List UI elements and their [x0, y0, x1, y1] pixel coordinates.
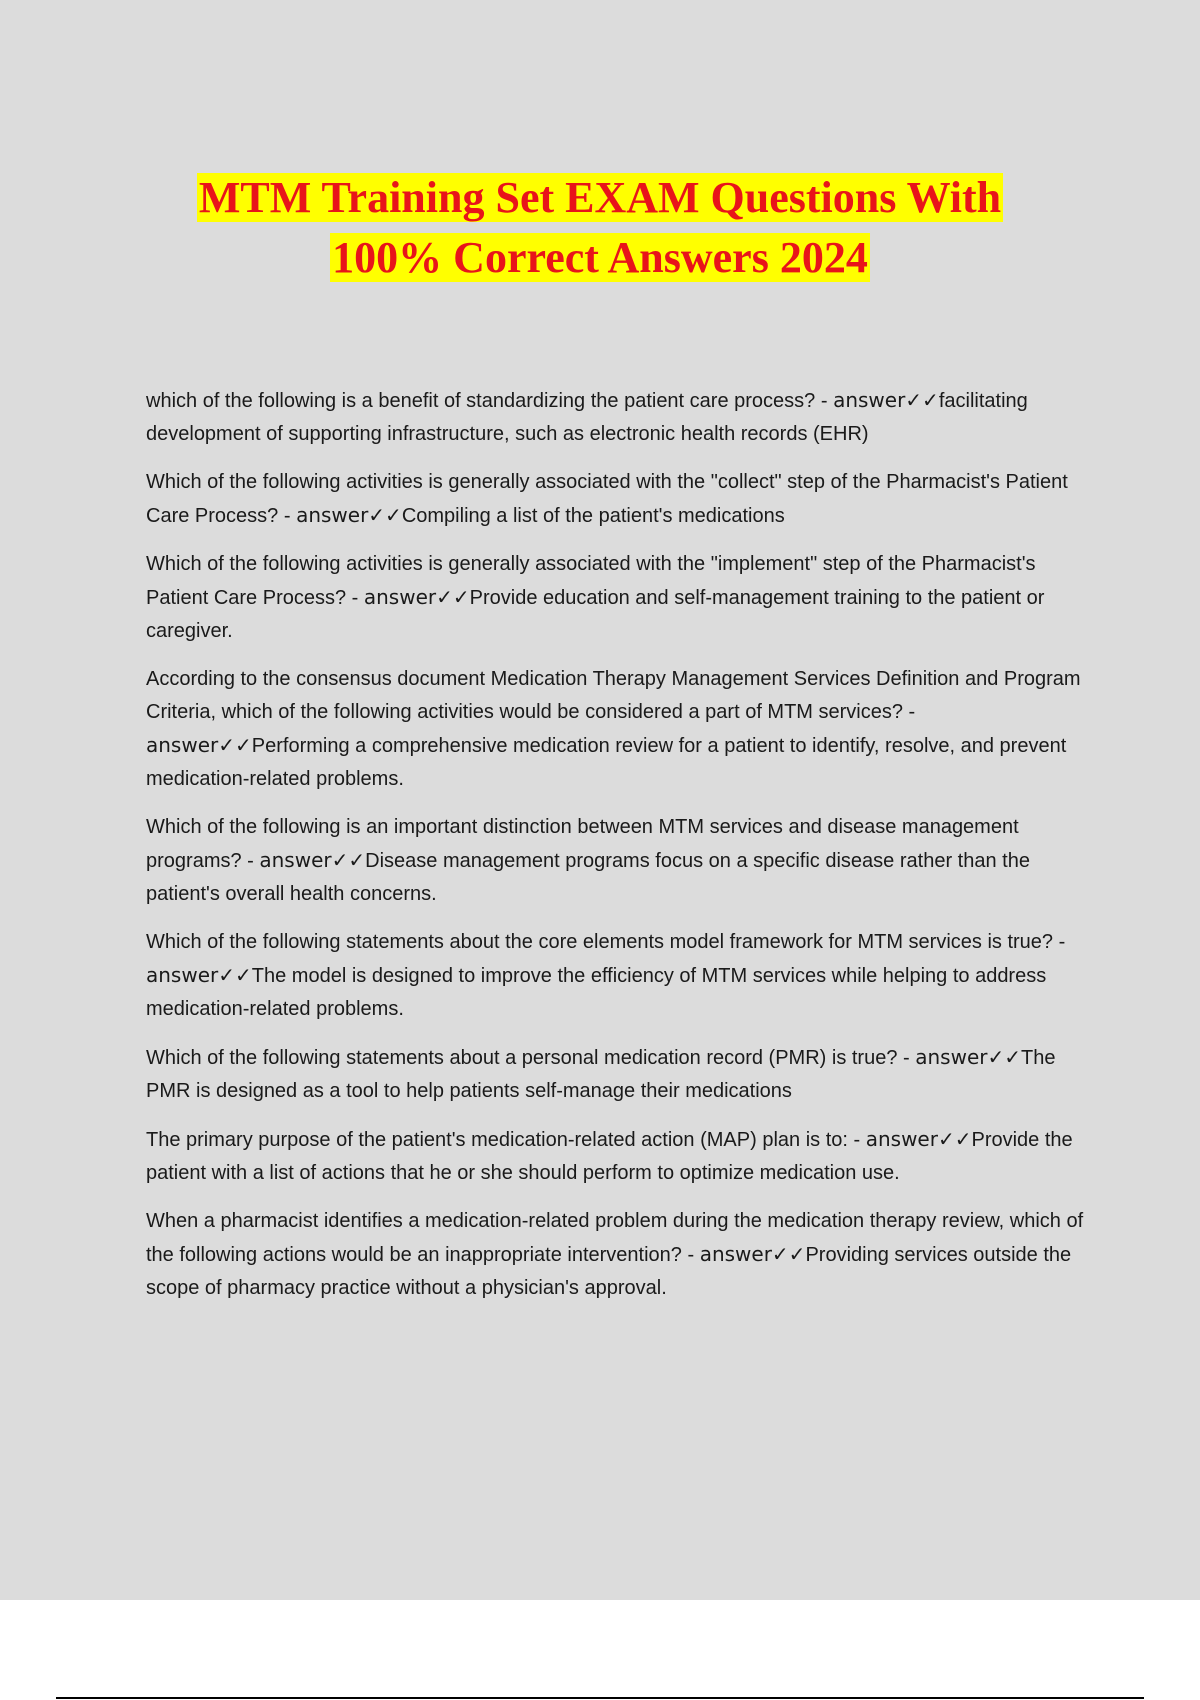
answer-text: Compiling a list of the patient's medications [401, 505, 785, 527]
qa-item [146, 1041, 1086, 1108]
footer-divider [56, 1697, 1144, 1699]
answer-marker: answer✓✓ [915, 1045, 1022, 1069]
answer-marker: answer✓✓ [146, 733, 252, 757]
answer-marker: answer✓✓ [865, 1127, 972, 1151]
answer-text: The model is designed to improve the efficiency of MTM services while helping to address medication-related problems. [146, 965, 1047, 1020]
answer-marker: answer✓✓ [146, 963, 252, 987]
question-text: Which of the following statements about the core elements model framework for MTM services is true? - [146, 931, 1066, 953]
title-line-1: MTM Training Set EXAM Questions With [198, 173, 1002, 222]
question-text: According to the consensus document Medication Therapy Management Services Definition and Program Criteria, which of the following activities would be considered a part of MTM services? - [146, 668, 1081, 723]
answer-marker: answer✓✓ [296, 503, 402, 527]
question-text: Which of the following activities is generally associated with the "collect" step of the Pharmacist's Patient Care Process? - [146, 471, 1068, 527]
qa-item [146, 663, 1086, 796]
answer-marker: answer✓✓ [259, 848, 366, 872]
qa-item [146, 1123, 1086, 1190]
answer-text: Disease management programs focus on a specific disease rather than the patient's overall health concerns. [146, 850, 1030, 905]
question-text: which of the following is a benefit of standardizing the patient care process? - [146, 390, 834, 412]
document-title [0, 168, 1200, 288]
qa-item [146, 466, 1086, 533]
question-text: Which of the following is an important distinction between MTM services and disease management programs? - [146, 816, 1019, 872]
answer-text: Provide education and self-management training to the patient or caregiver. [146, 587, 1045, 642]
answer-marker: answer✓✓ [363, 585, 470, 609]
question-text: Which of the following activities is generally associated with the "implement" step of the Pharmacist's Patient Care Process? - [146, 553, 1036, 609]
qa-item [146, 384, 1086, 451]
qa-item [146, 548, 1086, 648]
answer-text: Performing a comprehensive medication review for a patient to identify, resolve, and prevent medication-related problems. [146, 735, 1067, 790]
question-text: The primary purpose of the patient's medication-related action (MAP) plan is to: - [146, 1129, 866, 1151]
answer-marker: answer✓✓ [699, 1242, 806, 1266]
question-text: When a pharmacist identifies a medication-related problem during the medication therapy review, which of the following actions would be an inappropriate intervention? - [146, 1210, 1084, 1266]
answer-text: Providing services outside the scope of pharmacy practice without a physician's approval. [146, 1244, 1072, 1299]
qa-list [146, 384, 1086, 1320]
qa-item [146, 926, 1086, 1026]
answer-text: facilitating development of supporting infrastructure, such as electronic health records (EHR) [146, 390, 1028, 445]
answer-text: Provide the patient with a list of actions that he or she should perform to optimize medication use. [146, 1129, 1073, 1184]
answer-marker: answer✓✓ [833, 388, 939, 412]
qa-item [146, 1205, 1086, 1305]
qa-item [146, 811, 1086, 911]
answer-text: The PMR is designed as a tool to help patients self-manage their medications [146, 1047, 1056, 1102]
question-text: Which of the following statements about a personal medication record (PMR) is true? - [146, 1047, 916, 1069]
title-line-2: 100% Correct Answers 2024 [332, 233, 868, 282]
